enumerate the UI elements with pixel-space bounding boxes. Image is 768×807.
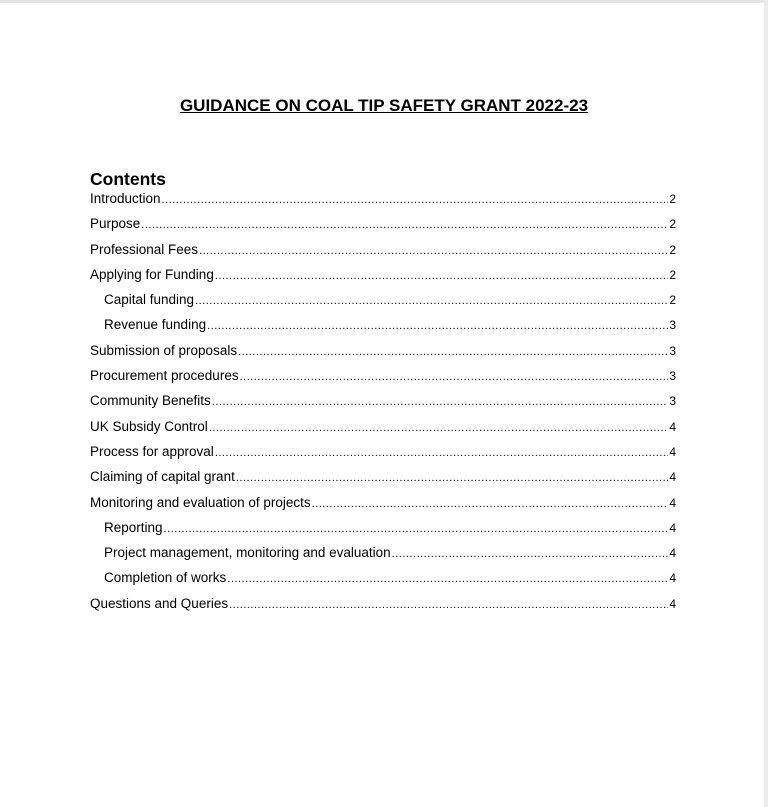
toc-entry-label: Questions and Queries — [90, 595, 229, 611]
toc-entry-label: Reporting — [104, 519, 163, 535]
toc-entry-label: Project management, monitoring and evaluation — [104, 545, 391, 561]
toc-entry[interactable] — [90, 442, 676, 467]
toc-page-number: 2 — [669, 192, 676, 206]
toc-page-number: 4 — [669, 571, 676, 586]
toc-page-number: 4 — [669, 546, 676, 561]
toc-page-number: 4 — [669, 596, 676, 611]
toc-entry-label: Purpose — [90, 216, 141, 232]
toc-entry-label: Introduction — [90, 191, 161, 206]
toc-dot-leader — [195, 291, 668, 311]
toc-subentry[interactable] — [90, 315, 676, 340]
toc-page-number: 4 — [669, 520, 676, 535]
toc-dot-leader — [141, 215, 668, 235]
toc-page-number: 3 — [669, 369, 676, 384]
toc-entry-label: UK Subsidy Control — [90, 418, 208, 434]
toc-dot-leader — [199, 241, 668, 261]
toc-dot-leader — [207, 316, 668, 336]
toc-page-number: 2 — [669, 242, 676, 257]
toc-entry[interactable] — [90, 594, 676, 619]
toc-dot-leader — [392, 544, 669, 564]
toc-dot-leader — [212, 392, 669, 412]
toc-dot-leader — [236, 468, 668, 488]
toc-dot-leader — [164, 519, 669, 539]
toc-subentry[interactable] — [90, 290, 676, 315]
toc-page-number: 3 — [669, 343, 676, 358]
page-top-edge — [0, 0, 768, 3]
toc-entry-label: Community Benefits — [90, 393, 211, 409]
toc-page-number: 4 — [669, 419, 676, 434]
toc-subentry[interactable] — [90, 568, 676, 593]
table-of-contents — [90, 189, 676, 619]
toc-entry-label: Procurement procedures — [90, 368, 239, 384]
toc-page-number: 4 — [669, 470, 676, 485]
toc-entry-label: Completion of works — [104, 570, 227, 586]
toc-dot-leader — [238, 342, 668, 362]
toc-entry[interactable] — [90, 366, 676, 391]
toc-entry-label: Monitoring and evaluation of projects — [90, 494, 311, 510]
toc-page-number: 3 — [669, 318, 676, 333]
toc-entry[interactable] — [90, 391, 676, 416]
toc-dot-leader — [240, 367, 669, 387]
toc-entry[interactable] — [90, 467, 676, 492]
toc-entry-label: Capital funding — [104, 292, 195, 308]
document-title: GUIDANCE ON COAL TIP SAFETY GRANT 2022-23 — [179, 96, 589, 115]
toc-entry[interactable] — [90, 493, 676, 518]
toc-entry-label: Process for approval — [90, 443, 214, 459]
toc-page-number: 2 — [669, 293, 676, 308]
toc-page-number: 2 — [669, 217, 676, 232]
toc-subentry[interactable] — [90, 518, 676, 543]
toc-subentry[interactable] — [90, 543, 676, 568]
page-right-edge — [764, 0, 768, 807]
toc-page-number: 3 — [669, 394, 676, 409]
toc-heading: Contents — [90, 169, 166, 189]
toc-entry-label: Professional Fees — [90, 241, 199, 257]
toc-dot-leader — [215, 266, 668, 286]
toc-dot-leader — [229, 595, 668, 615]
toc-dot-leader — [209, 418, 669, 438]
toc-dot-leader — [162, 190, 669, 210]
toc-entry[interactable] — [90, 417, 676, 442]
toc-entry[interactable] — [90, 341, 676, 366]
toc-page-number: 4 — [669, 495, 676, 510]
toc-dot-leader — [215, 443, 669, 463]
toc-dot-leader — [312, 494, 669, 514]
toc-entry-label: Submission of proposals — [90, 342, 238, 358]
toc-entry-label: Applying for Funding — [90, 266, 214, 282]
toc-dot-leader — [227, 569, 668, 589]
toc-entry-label: Revenue funding — [104, 317, 207, 333]
toc-entry[interactable] — [90, 240, 676, 265]
toc-entry[interactable] — [90, 214, 676, 239]
toc-entry[interactable] — [90, 265, 676, 290]
toc-page-number: 4 — [669, 444, 676, 459]
toc-entry[interactable] — [90, 189, 676, 214]
toc-entry-label: Claiming of capital grant — [90, 469, 235, 485]
toc-page-number: 2 — [669, 267, 676, 282]
